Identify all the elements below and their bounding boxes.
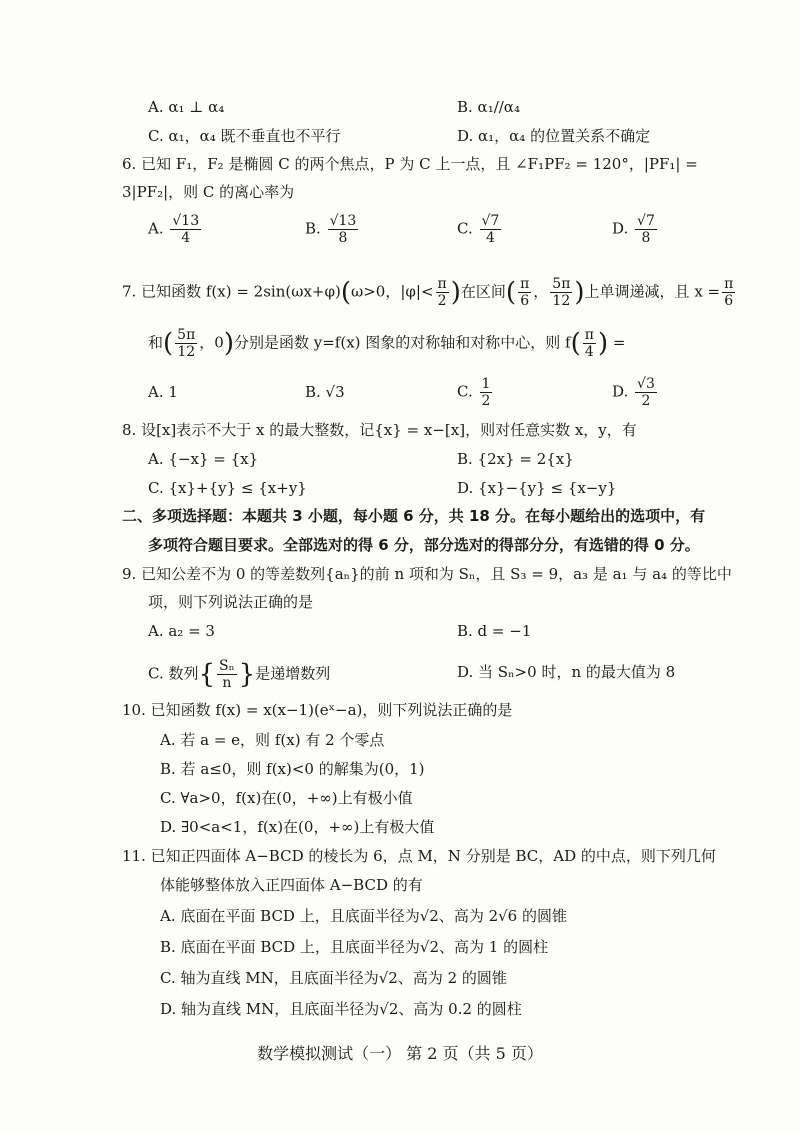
q7-two: 2 [437, 293, 447, 309]
q7-pi-over-4 [583, 327, 596, 360]
q6-option-c-frac [480, 213, 502, 246]
q9-option-a: A. a₂ = 3 [148, 622, 215, 640]
q8-option-b: B. {2x} = 2{x} [457, 450, 574, 468]
q7-5pi-b: 5π [177, 327, 196, 343]
q7-q-den: 4 [584, 344, 594, 360]
q7-comma: ， [533, 282, 549, 301]
section2-heading-line2: 多项符合题目要求。全部选对的得 6 分，部分选对的得部分分，有选错的得 0 分。 [148, 536, 700, 554]
q9-option-b: B. d = −1 [457, 622, 532, 640]
q7-option-c-frac [480, 376, 493, 409]
q7-part4: 上单调递减，且 x = [584, 282, 721, 301]
q6-option-b-frac [328, 213, 359, 246]
q9-option-c: C. 数列{ $\frac{\text{Sₙ}}{n}$ }是递增数列 [148, 658, 331, 691]
q9-stem-line1: 9. 已知公差不为 0 的等差数列{aₙ}的前 n 项和为 Sₙ，且 S₃ = 9，a₃ 是 a₁ 与 a₄ 的等比中 [122, 565, 732, 583]
q7-pi6-den: 6 [520, 293, 530, 309]
section2-heading-line1: 二、多项选择题：本题共 3 小题，每小题 6 分，共 18 分。在每小题给出的选项中，有 [122, 507, 706, 525]
q7-5pi-12-b [175, 327, 197, 360]
q6-stem-line2: 3|PF₂|，则 C 的离心率为 [122, 183, 295, 201]
q7-line2-b: 分别是函数 y=f(x) 图象的对称轴和对称中心，则 f [233, 333, 571, 352]
q7-option-d-frac [635, 376, 657, 409]
q7-5pi: 5π [552, 276, 571, 292]
q7-stem-line1: 7. 已知函数 f(x) = 2sin(ωx+φ)(ω>0，|φ|< $\frac{\pi}{2}$ )在区间( $\frac{\pi}{6}$ ， $\frac{5\pi}{12}$ )上单调递减，且 x = $\frac{\pi}{6}$ [122, 276, 734, 309]
q7-12: 12 [552, 293, 571, 309]
q8-option-d: D. {x}−{y} ≤ {x−y} [457, 479, 617, 497]
q6-option-a-frac [170, 213, 201, 246]
page-footer: 数学模拟测试（一） 第 2 页（共 5 页） [257, 1044, 543, 1063]
q9-c-num: Sₙ [219, 658, 235, 674]
q6-option-a-label: A. [148, 219, 164, 238]
q5-option-b: B. α₁//α₄ [457, 98, 520, 116]
q7-option-d [612, 376, 659, 409]
q7-d-num: √3 [637, 376, 655, 392]
q6-option-a [148, 213, 203, 246]
q10-option-b: B. 若 a≤0，则 f(x)<0 的解集为(0，1) [160, 760, 425, 778]
q7-part3: 在区间 [460, 282, 506, 301]
q7-zero: ，0 [199, 333, 224, 352]
q6-c-num: √7 [481, 213, 500, 229]
q7-option-d-label: D. [612, 382, 629, 401]
q7-pi6-num: π [520, 276, 530, 292]
q7-pi: π [437, 276, 447, 292]
q6-option-d [612, 213, 659, 246]
q10-option-d: D. ∃0<a<1，f(x)在(0，+∞)上有极大值 [160, 818, 435, 836]
q7-d-den: 2 [641, 393, 651, 409]
q7-eq: = [608, 333, 626, 352]
q6-stem-line1: 6. 已知 F₁，F₂ 是椭圆 C 的两个焦点，P 为 C 上一点，且 ∠F₁PF₂ = 120°，|PF₁| = [122, 155, 698, 173]
q6-option-d-frac [635, 213, 657, 246]
q7-option-a: A. 1 [148, 383, 178, 401]
q6-b-num: √13 [329, 213, 357, 229]
q7-option-c-label: C. [457, 382, 473, 401]
q9-option-c-post: 是递增数列 [255, 664, 331, 683]
q8-stem: 8. 设[x]表示不大于 x 的最大整数，记{x} = x−[x]，则对任意实数 x，y，有 [122, 421, 637, 439]
q6-option-c-label: C. [457, 219, 473, 238]
q9-option-c-pre: C. 数列 [148, 664, 199, 683]
q11-option-c: C. 轴为直线 MN，且底面半径为√2、高为 2 的圆锥 [160, 969, 507, 987]
q7-part1: 7. 已知函数 f(x) = 2sin(ωx+φ) [122, 282, 341, 301]
q6-option-c [457, 213, 503, 246]
q7-part2: ω>0，|φ|< [351, 282, 434, 301]
q11-option-d: D. 轴为直线 MN，且底面半径为√2、高为 0.2 的圆柱 [160, 1000, 522, 1018]
q6-b-den: 8 [338, 230, 348, 246]
q10-option-c: C. ∀a>0，f(x)在(0，+∞)上有极小值 [160, 789, 413, 807]
q6-option-b [305, 213, 360, 246]
q6-option-d-label: D. [612, 219, 629, 238]
q7-stem-line2: 和( $\frac{5\pi}{12}$ ，0)分别是函数 y=f(x) 图象的对称轴和对称中心，则 f( $\frac{\pi}{4}$ ) = [148, 327, 626, 360]
q6-a-den: 4 [181, 230, 191, 246]
q7-c-num: 1 [481, 376, 491, 392]
q10-option-a: A. 若 a = e，则 f(x) 有 2 个零点 [160, 731, 385, 749]
q8-option-a: A. {−x} = {x} [148, 450, 259, 468]
q6-option-b-label: B. [305, 219, 321, 238]
q6-c-den: 4 [485, 230, 495, 246]
q5-option-d: D. α₁，α₄ 的位置关系不确定 [457, 127, 651, 145]
q7-x-frac [722, 276, 735, 309]
q9-c-den: n [222, 675, 232, 691]
q9-option-c-frac [217, 658, 237, 691]
q6-d-den: 8 [641, 230, 651, 246]
q5-option-c: C. α₁，α₄ 既不垂直也不平行 [148, 127, 341, 145]
q7-option-c [457, 376, 494, 409]
q9-stem-line2: 项，则下列说法正确的是 [148, 593, 314, 611]
q7-option-b: B. √3 [305, 383, 345, 401]
q7-q-num: π [584, 327, 594, 343]
q11-stem-line1: 11. 已知正四面体 A−BCD 的棱长为 6，点 M，N 分别是 BC，AD 的中点，则下列几何 [122, 847, 716, 865]
q6-d-num: √7 [637, 213, 655, 229]
q8-option-c: C. {x}+{y} ≤ {x+y} [148, 479, 307, 497]
q7-c-den: 2 [481, 393, 491, 409]
q7-12-b: 12 [177, 344, 196, 360]
q7-pi-over-6 [518, 276, 531, 309]
q7-line2-a: 和 [148, 333, 164, 352]
q11-option-a: A. 底面在平面 BCD 上，且底面半径为√2、高为 2√6 的圆锥 [160, 907, 567, 925]
q7-5pi-over-12 [550, 276, 572, 309]
q11-stem-line2: 体能够整体放入正四面体 A−BCD 的有 [160, 876, 423, 894]
q10-stem: 10. 已知函数 f(x) = x(x−1)(eˣ−a)，则下列说法正确的是 [122, 701, 513, 719]
q5-option-a: A. α₁ ⊥ α₄ [148, 98, 225, 116]
q6-a-num: √13 [172, 213, 200, 229]
q11-option-b: B. 底面在平面 BCD 上，且底面半径为√2、高为 1 的圆柱 [160, 938, 549, 956]
q7-x-num: π [724, 276, 734, 292]
q7-pi-over-2 [436, 276, 449, 309]
q9-option-d: D. 当 Sₙ>0 时，n 的最大值为 8 [457, 663, 676, 681]
q7-x-den: 6 [724, 293, 734, 309]
